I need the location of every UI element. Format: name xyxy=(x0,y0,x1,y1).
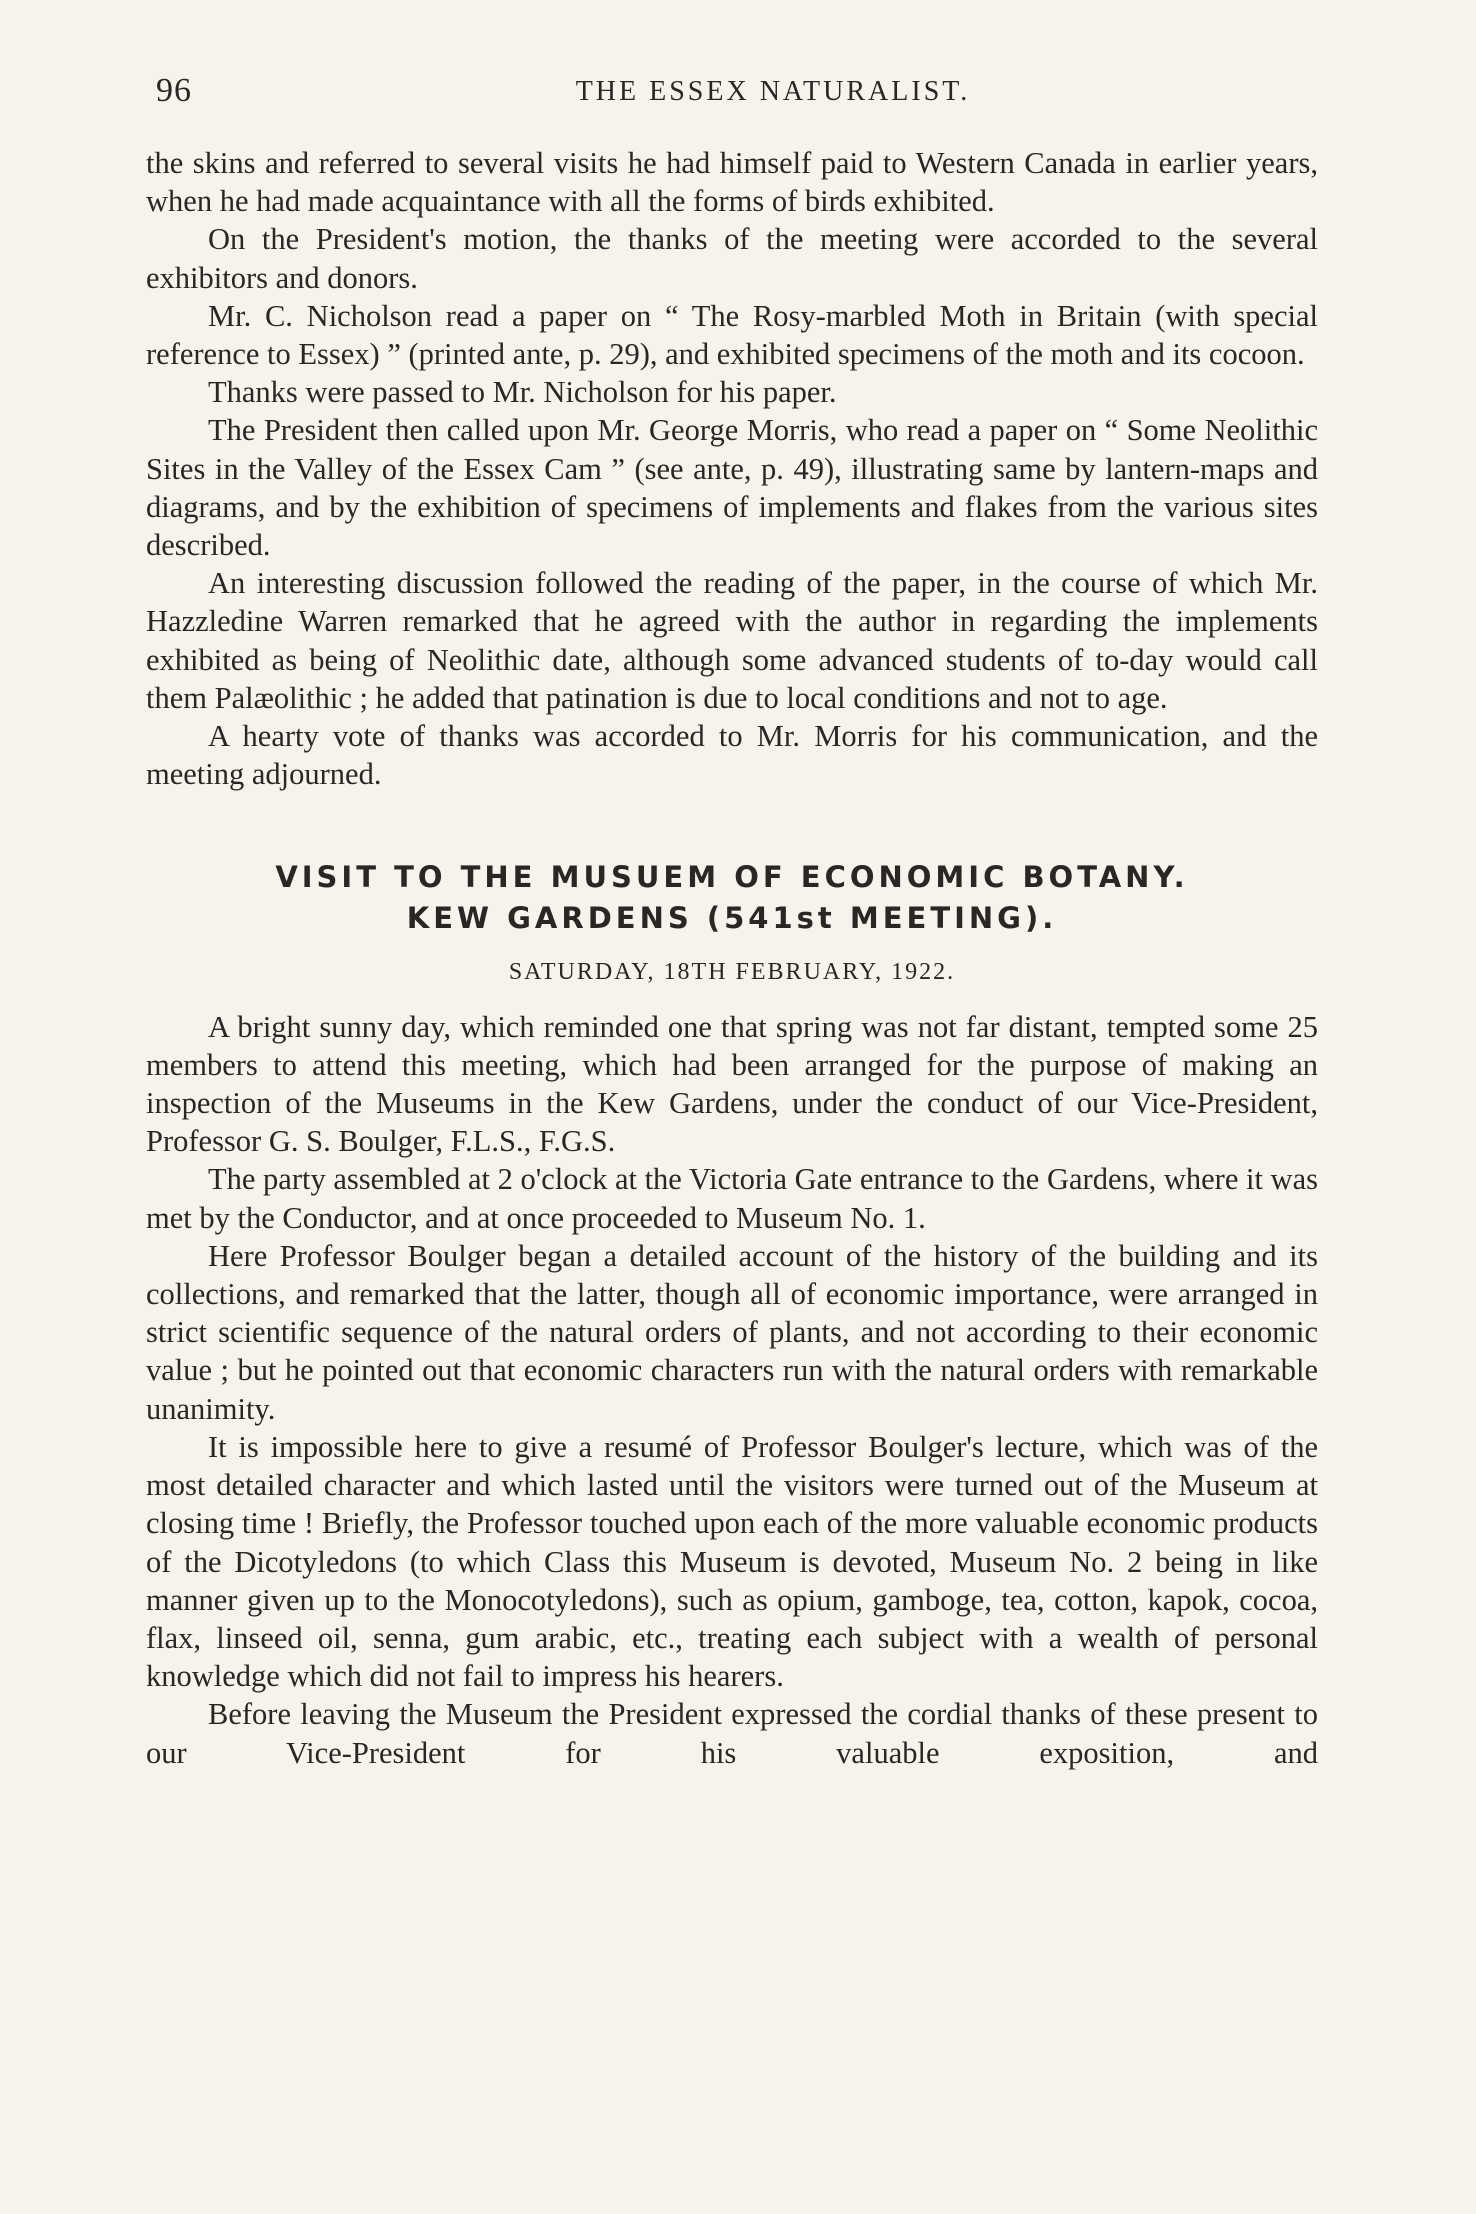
paragraph: An interesting discussion followed the reading of the paper, in the course of which Mr. Hazzledine Warren remarked that he agreed with the author in regarding the implements exhibited as being of Neolithic date, although some advanced students of to-day would call them Palæolithic ; he added that patination is due to local conditions and not to age. xyxy=(146,566,1318,715)
paragraph: The President then called upon Mr. George Morris, who read a paper on “ Some Neolithic Sites in the Valley of the Essex Cam ” (see ante, p. 49), illustrating same by lantern-maps and diagrams, and by the exhibition of specimens of implements and flakes from the various sites described. xyxy=(146,413,1318,563)
body-text xyxy=(146,144,1318,1772)
paragraph: On the President's motion, the thanks of the meeting were accorded to the several exhibitors and donors. xyxy=(146,222,1318,295)
paragraph: Before leaving the Museum the President expressed the cordial thanks of these present to our Vice-President for his valuable exposition, and xyxy=(146,1697,1318,1770)
paragraph: A bright sunny day, which reminded one that spring was not far distant, tempted some 25 members to attend this meeting, which had been arranged for the purpose of making an inspection of the Museums in the Kew Gardens, under the conduct of our Vice-President, Professor G. S. Boulger, F.L.S., F.G.S. xyxy=(146,1009,1318,1159)
section-date: SATURDAY, 18TH FEBRUARY, 1922. xyxy=(508,959,956,986)
paragraph: Thanks were passed to Mr. Nicholson for his paper. xyxy=(208,375,837,410)
paragraph: The party assembled at 2 o'clock at the Victoria Gate entrance to the Gardens, where it was met by the Conductor, and at once proceeded to Museum No. 1. xyxy=(146,1162,1318,1235)
section-heading xyxy=(146,857,1318,939)
paragraph: A hearty vote of thanks was accorded to Mr. Morris for his communication, and the meeting adjourned. xyxy=(146,719,1318,792)
section-heading-line: VISIT TO THE MUSUEM OF ECONOMIC BOTANY. xyxy=(275,860,1189,895)
paragraph: It is impossible here to give a resumé of Professor Boulger's lecture, which was of the most detailed character and which lasted until the visitors were turned out of the Museum at closing time ! Briefly, the Professor touched upon each of the more valuable economic products of the Dicotyledons (to which Class this Museum is devoted, Museum No. 2 being in like manner given up to the Monocotyledons), such as opium, gamboge, tea, cotton, kapok, cocoa, flax, linseed oil, senna, gum arabic, etc., treating each subject with a wealth of personal knowledge which did not fail to impress his hearers. xyxy=(146,1429,1318,1694)
section-heading-line: KEW GARDENS (541st MEETING). xyxy=(406,901,1058,936)
page-header xyxy=(148,66,1318,126)
page-number: 96 xyxy=(156,72,192,109)
running-title: THE ESSEX NATURALIST. xyxy=(575,76,971,107)
paragraph: Mr. C. Nicholson read a paper on “ The Rosy-marbled Moth in Britain (with special reference to Essex) ” (printed ante, p. 29), and exhibited specimens of the moth and its cocoon. xyxy=(146,298,1318,372)
paragraph: the skins and referred to several visits he had himself paid to Western Canada in earlier years, when he had made acquaintance with all the forms of birds exhibited. xyxy=(146,146,1318,219)
paragraph: Here Professor Boulger began a detailed account of the history of the building and its collections, and remarked that the latter, though all of economic importance, were arranged in strict scientific sequence of the natural orders of plants, and not according to their economic value ; but he pointed out that economic characters run with the natural orders with remarkable unanimity. xyxy=(146,1238,1318,1426)
